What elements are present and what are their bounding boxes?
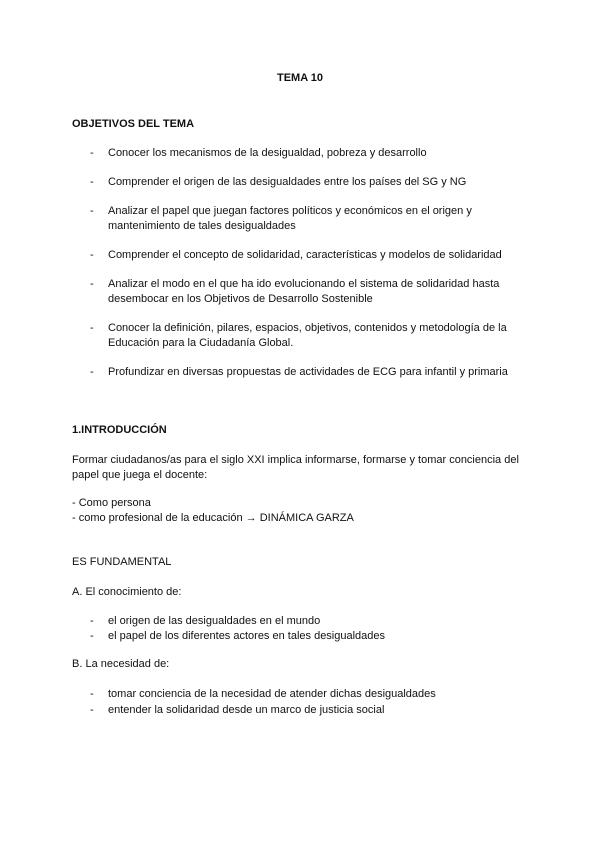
fundamental-heading: ES FUNDAMENTAL: [72, 556, 172, 568]
section-b-label: B. La necesidad de:: [72, 658, 170, 670]
role-line-person: - Como persona: [72, 497, 151, 509]
list-dash: -: [90, 278, 94, 290]
list-dash: -: [90, 688, 94, 700]
objective-text: Comprender el origen de las desigualdades entre los países del SG y NG: [108, 176, 467, 188]
objective-text: Analizar el modo en el que ha ido evolucionando el sistema de solidaridad hasta desembocar en los Objetivos de Desarrollo Sostenible: [108, 278, 500, 305]
section-a-label: A. El conocimiento de:: [72, 586, 182, 598]
section-b-text: entender la solidaridad desde un marco de justicia social: [108, 704, 385, 716]
section-a-item: [72, 614, 532, 629]
intro-heading: 1.INTRODUCCIÓN: [72, 424, 167, 436]
list-dash: -: [90, 630, 94, 642]
list-dash: -: [90, 615, 94, 627]
section-a-item: [72, 629, 532, 644]
role-line-professional: - como profesional de la educación → DINÁMICA GARZA: [72, 512, 354, 524]
objective-text: Analizar el papel que juegan factores políticos y económicos en el origen y mantenimiento de tales desigualdades: [108, 205, 472, 232]
objective-item: [72, 365, 532, 380]
list-dash: -: [90, 366, 94, 378]
objective-item: [72, 277, 532, 307]
intro-paragraph: Formar ciudadanos/as para el siglo XXI implica informarse, formarse y tomar conciencia del papel que juega el docente:: [72, 454, 519, 481]
objective-item: [72, 321, 532, 351]
objective-item: [72, 248, 532, 263]
section-a-text: el papel de los diferentes actores en tales desigualdades: [108, 630, 386, 642]
objective-text: Conocer la definición, pilares, espacios, objetivos, contenidos y metodología de la Educación para la Ciudadanía Global.: [108, 322, 507, 349]
list-dash: -: [90, 147, 94, 159]
objective-text: Comprender el concepto de solidaridad, características y modelos de solidaridad: [108, 249, 502, 261]
section-b-item: [72, 687, 532, 702]
list-dash: -: [90, 249, 94, 261]
list-dash: -: [90, 205, 94, 217]
objective-item: [72, 146, 532, 161]
objective-item: [72, 175, 532, 190]
objectives-heading: OBJETIVOS DEL TEMA: [72, 118, 195, 130]
section-b-text: tomar conciencia de la necesidad de atender dichas desigualdades: [108, 688, 436, 700]
objective-item: [72, 204, 532, 234]
list-dash: -: [90, 704, 94, 716]
section-b-item: [72, 703, 532, 718]
objective-text: Profundizar en diversas propuestas de actividades de ECG para infantil y primaria: [108, 366, 508, 378]
page-title: TEMA 10: [276, 72, 324, 84]
section-a-text: el origen de las desigualdades en el mundo: [108, 615, 321, 627]
list-dash: -: [90, 176, 94, 188]
objective-text: Conocer los mecanismos de la desigualdad, pobreza y desarrollo: [108, 147, 427, 159]
list-dash: -: [90, 322, 94, 334]
